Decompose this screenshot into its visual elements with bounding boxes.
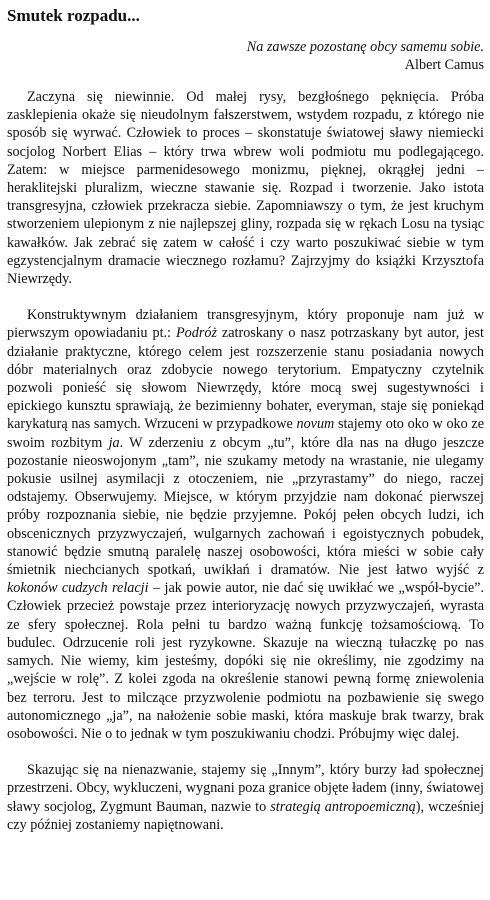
italic-run: novum: [296, 416, 335, 433]
text-run: Konstruktywnym działaniem transgresyjnym, który proponuje nam już w pierwszym opowiadaniu pt.:: [7, 307, 484, 342]
body-paragraph: [7, 306, 484, 743]
document-title: Smutek rozpadu...: [7, 6, 140, 25]
italic-run: kokonów cudzych relacji: [7, 580, 149, 597]
body-text: [7, 88, 484, 834]
text-run: stajemy oto oko w oko ze swoim rozbitym: [7, 416, 484, 451]
body-paragraph: [7, 761, 484, 834]
text-run: Skazując się na nienazwanie, stajemy się „Innym”, który burzy ład społecznej przestrzeni. Obcy, wykluczeni, wygnani poza granice objęte ładem (inny, światowej sławy socjolog, Zygmunt Bauman, nazwie to: [7, 762, 484, 815]
text-run: zatroskany o nasz potrzaskany byt autor, jest działanie praktyczne, którego celem jest rozszerzenie stanu posiadania nowych dóbr materialnych oraz zdobycie nowego terytorium. Empatyczny czytelnik pozwoli ponieść się słowom Niewrzędy, które mocą swej sugestywności i epickiego kunsztu sprawiają, że bezimienny bohater, everyman, staje się poniekąd karykaturą nas samych. Wrzuceni w przypadkowe: [7, 325, 485, 433]
epigraph-author: Albert Camus: [404, 57, 484, 73]
text-run: Zaczyna się niewinnie. Od małej rysy, bezgłośnego pęknięcia. Próba zasklepienia okaże się nieudolnym fałszerstwem, wstydem rozpadu, z którego nie sposób się wyrwać. Człowiek to proces – skonstatuje światowej sławy niemiecki socjolog Norbert Elias – który trwa wbrew woli podmiotu mu podlegającego. Zatem: w miejsce parmenidesowego monizmu, pięknej, okrągłej jedni – heraklitejski pluralizm, wieczne stawanie się. Rozpad i tworzenie. Jako istota transgresyjna, człowiek przekracza siebie. Zapomniawszy o tym, że jest kruchym stworzeniem ulepionym z nie najlepszej gliny, rozpada się w rękach Losu na tysiąc kawałków. Jak zebrać się zatem w całość i czy warto poszukiwać siebie w tym egzystencjalnym dramacie wiecznego rozłamu? Zajrzyjmy do książki Krzysztofa Niewrzędy.: [7, 89, 484, 288]
italic-run: Podróż: [175, 325, 217, 342]
text-run: – jak powie autor, nie dać się uwikłać we „współ-bycie”. Człowiek przecież powstaje przez interioryzację nowych przyzwyczajeń, wyrasta ze sfery społecznej. Rola pełni tu bardzo ważną funkcję tożsamościową. To budulec. Odrzucenie roli jest ryzykowne. Skazuje na wieczną tułaczkę po nas samych. Nie wiemy, kim jesteśmy, dopóki się nie określimy, nie zgodzimy na „wejście w rolę”. Z kolei zgoda na określenie stanowi pewną formę zniewolenia bez terroru. Jest to milczące przyzwolenie podmiotu na pozbawienie się swego autonomicznego „ja”, na nałożenie sobie maski, która maskuje brak twarzy, brak osobowości. Nie o to jednak w tym poszukiwaniu chodzi. Próbujmy więc dalej.: [7, 580, 484, 742]
italic-run: strategią antropoemiczną: [270, 798, 416, 815]
body-paragraph: [7, 88, 484, 288]
italic-run: ja: [108, 434, 120, 451]
text-run: ), wcześniej czy później zostaniemy napiętnowani.: [7, 798, 485, 833]
text-run: . W zderzeniu z obcym „tu”, które dla nas na długo jeszcze pozostanie nieoswojonym „tam”, nie szukamy metody na wrastanie, nie ulegamy pokusie usilnej asymilacji z otoczeniem, nie „przyrastamy” do niego, raczej odstajemy. Obserwujemy. Miejsce, w którym przyjdzie nam dokonać pierwszej próby rozpoznania siebie, nie będzie przyjemne. Pokój pełen obcych ludzi, ich obscenicznych przyzwyczajeń, wulgarnych zachowań i egoistycznych pobudek, stanowić będzie smutną paralelę naszej osobowości, która mieści w sobie cały śmietnik niechcianych spotkań, uwikłań i dramatów. Nie jest łatwo wyjść z: [7, 434, 485, 579]
epigraph-quote: Na zawsze pozostanę obcy samemu sobie.: [246, 39, 484, 55]
epigraph: [7, 38, 484, 74]
